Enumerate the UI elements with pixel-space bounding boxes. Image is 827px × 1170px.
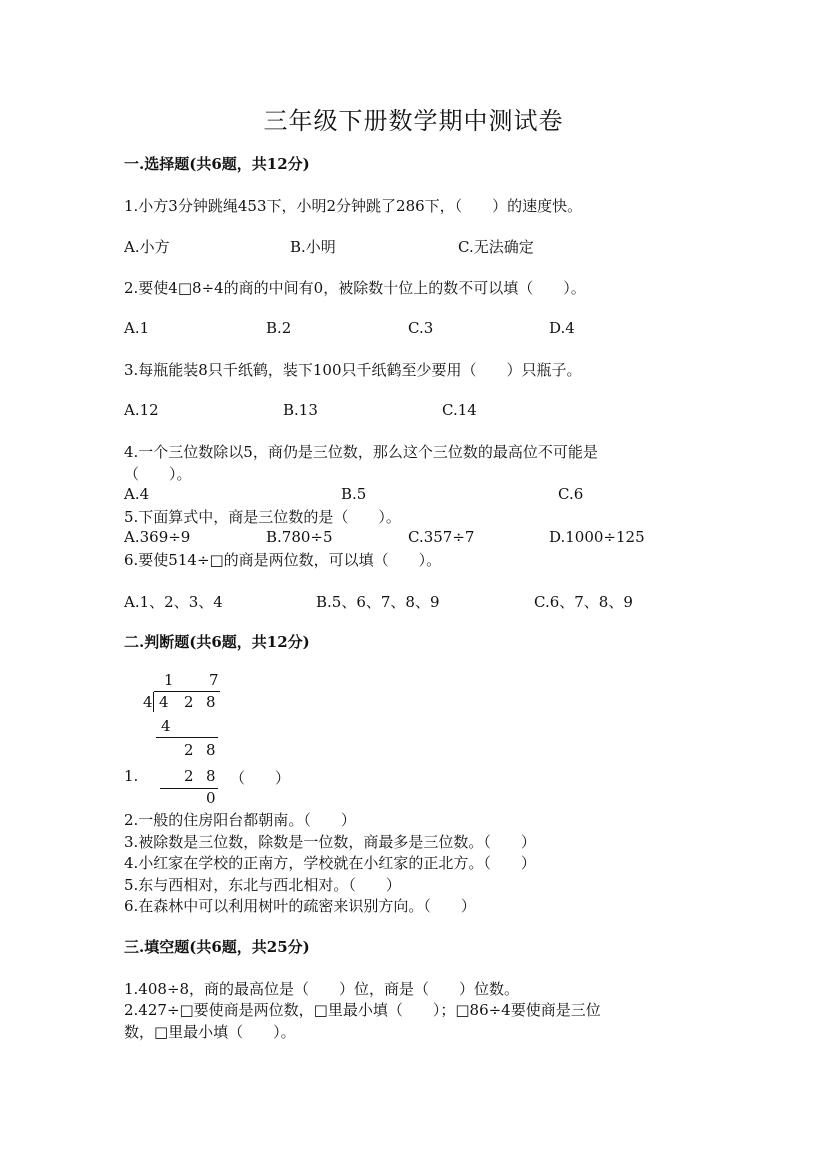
remainder: 0: [206, 789, 216, 807]
dividend-digit: 8: [206, 693, 216, 711]
judge-item: 6.在森林中可以利用树叶的疏密来识别方向。（ ）: [124, 897, 476, 915]
option: C.357÷7: [408, 528, 475, 546]
option: C.3: [408, 319, 434, 337]
quotient-digit: 1: [164, 671, 174, 689]
section-heading-fill: 三.填空题(共6题，共25分): [124, 938, 310, 956]
question-text: 4.一个三位数除以5，商仍是三位数，那么这个三位数的最高位不可能是: [124, 443, 598, 461]
judge-item: 3.被除数是三位数，除数是一位数，商最多是三位数。（ ）: [124, 833, 536, 851]
question-text: 6.要使514÷□的商是两位数，可以填（ ）。: [124, 551, 442, 569]
judge-item: 5.东与西相对，东北与西北相对。（ ）: [124, 876, 401, 894]
option: A.12: [124, 401, 159, 419]
option: B.2: [266, 319, 292, 337]
option: C.14: [442, 401, 477, 419]
option: B.5、6、7、8、9: [316, 593, 440, 611]
section-heading-judge: 二.判断题(共6题，共12分): [124, 633, 310, 651]
step-digit: 8: [206, 741, 216, 759]
option: B.780÷5: [266, 528, 333, 546]
option: D.4: [549, 319, 575, 337]
question-text: 1.小方3分钟跳绳453下，小明2分钟跳了286下，（ ）的速度快。: [124, 197, 583, 215]
option: D.1000÷125: [549, 528, 645, 546]
option: B.13: [283, 401, 318, 419]
question-text: 2.要使4□8÷4的商的中间有0，被除数十位上的数不可以填（ ）。: [124, 279, 586, 297]
option: A.1、2、3、4: [124, 593, 223, 611]
fill-item-cont: 数，□里最小填（ ）。: [124, 1023, 296, 1041]
option: A.1: [124, 319, 150, 337]
option: A.小方: [124, 238, 170, 256]
option: C.无法确定: [458, 238, 534, 256]
quotient-digit: 7: [209, 671, 219, 689]
step-digit: 4: [161, 717, 171, 735]
section-heading-choice: 一.选择题(共6题，共12分): [124, 155, 310, 173]
option: B.5: [341, 485, 367, 503]
question-text-cont: （ ）。: [124, 465, 192, 483]
judge-item: 4.小红家在学校的正南方，学校就在小红家的正北方。（ ）: [124, 854, 536, 872]
answer-blank: （ ）: [230, 769, 291, 787]
option: A.369÷9: [124, 528, 191, 546]
division-bar: [154, 691, 220, 692]
judge-item-number: 1.: [124, 767, 139, 785]
option: C.6: [558, 485, 584, 503]
division-bracket: [153, 692, 154, 712]
option: C.6、7、8、9: [534, 593, 633, 611]
step-digit: 2: [184, 741, 194, 759]
question-text: 5.下面算式中，商是三位数的是（ ）。: [124, 508, 401, 526]
option: B.小明: [290, 238, 336, 256]
option: A.4: [124, 485, 150, 503]
judge-item: 2.一般的住房阳台都朝南。（ ）: [124, 811, 356, 829]
fill-item: 2.427÷□要使商是两位数，□里最小填（ ）；□86÷4要使商是三位: [124, 1001, 601, 1019]
dividend-digit: 2: [184, 693, 194, 711]
divisor: 4: [143, 693, 153, 711]
step-line: [156, 737, 218, 738]
question-text: 3.每瓶能装8只千纸鹤，装下100只千纸鹤至少要用（ ）只瓶子。: [124, 361, 582, 379]
page-title: 三年级下册数学期中测试卷: [263, 107, 564, 135]
dividend-digit: 4: [159, 693, 169, 711]
step-digit: 8: [206, 767, 216, 785]
fill-item: 1.408÷8，商的最高位是（ ）位，商是（ ）位数。: [124, 980, 520, 998]
step-digit: 2: [184, 767, 194, 785]
